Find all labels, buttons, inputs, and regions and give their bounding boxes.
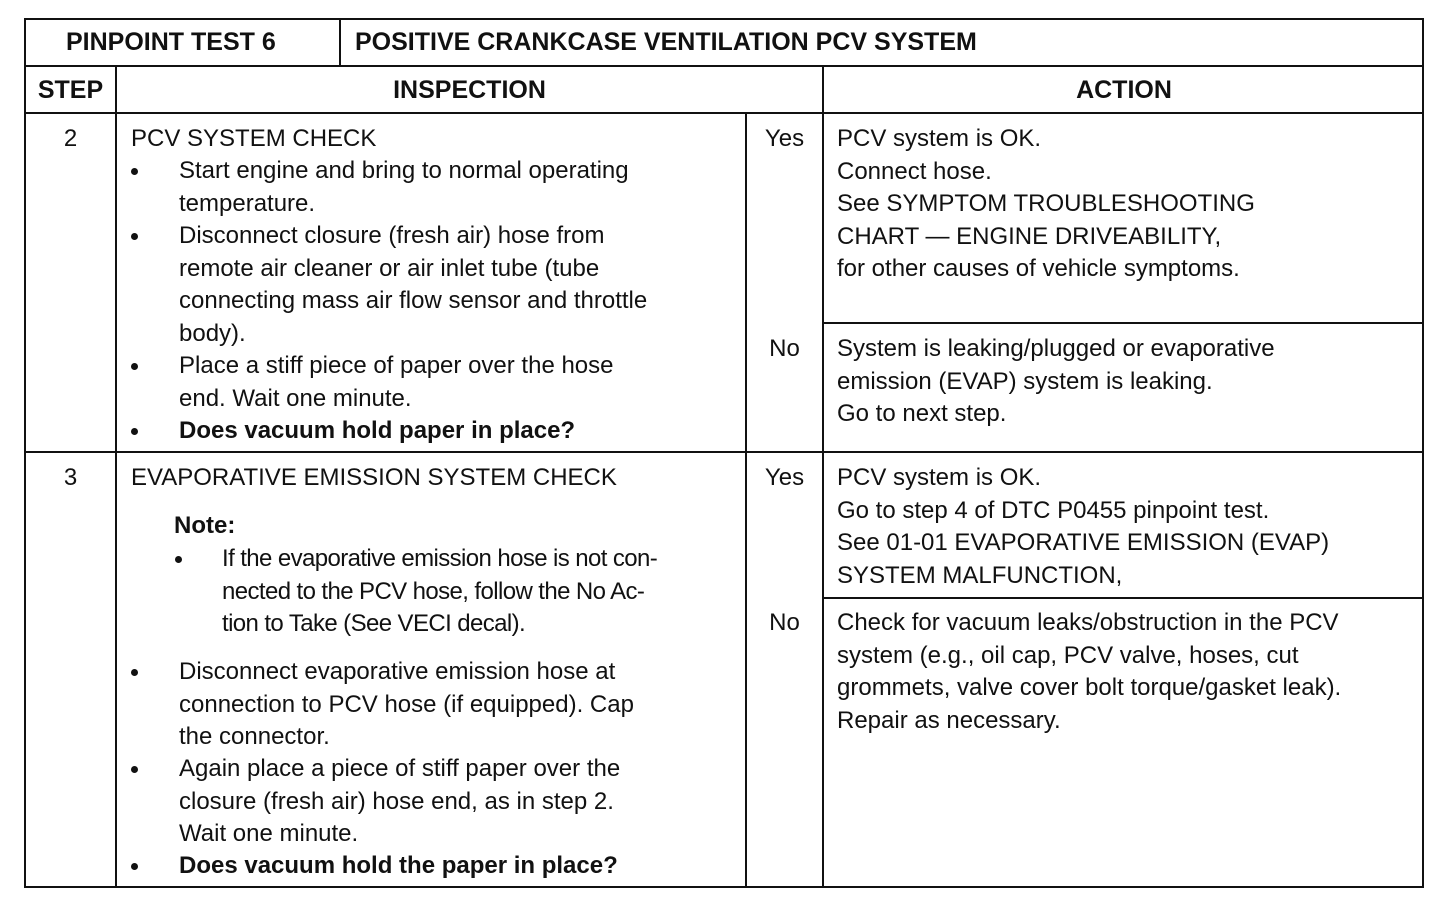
answer-no: No xyxy=(769,335,800,362)
step-heading: EVAPORATIVE EMISSION SYSTEM CHECK xyxy=(131,464,617,491)
rule-action-column xyxy=(822,65,824,888)
inspection-bullet: Disconnect evaporative emission hose at connection to PCV hose (if equipped). Cap the connector. xyxy=(179,658,634,750)
inspection-bullet: Place a stiff piece of paper over the hose end. Wait one minute. xyxy=(179,352,614,412)
answer-no: No xyxy=(769,609,800,636)
rule-step2-bottom xyxy=(24,451,1424,453)
step-heading: PCV SYSTEM CHECK xyxy=(131,125,377,152)
rule-title-divider xyxy=(339,18,341,66)
bullet-icon xyxy=(131,363,138,370)
note-label: Note: xyxy=(174,512,236,539)
bullet-icon xyxy=(131,766,138,773)
bullet-icon xyxy=(131,168,138,175)
test-name: POSITIVE CRANKCASE VENTILATION PCV SYSTEM xyxy=(355,28,977,56)
step-number: 2 xyxy=(63,125,78,152)
inspection-question: Does vacuum hold the paper in place? xyxy=(179,852,618,879)
rule-header-bottom xyxy=(24,112,1424,114)
inspection-bullet: Disconnect closure (fresh air) hose from remote air cleaner or air inlet tube (tube connecting mass air flow sensor and throttle body). xyxy=(179,222,648,347)
action-no: System is leaking/plugged or evaporative emission (EVAP) system is leaking. Go to next step. xyxy=(837,335,1275,427)
bullet-icon xyxy=(131,428,138,435)
inspection-question: Does vacuum hold paper in place? xyxy=(179,417,576,444)
action-yes: PCV system is OK. Go to step 4 of DTC P0455 pinpoint test. See 01-01 EVAPORATIVE EMISSION (EVAP) SYSTEM MALFUNCTION, xyxy=(837,464,1330,589)
test-id: PINPOINT TEST 6 xyxy=(66,28,276,56)
bullet-icon xyxy=(131,669,138,676)
step-number: 3 xyxy=(63,464,78,491)
column-header-action: ACTION xyxy=(1076,76,1172,104)
inspection-bullet: Start engine and bring to normal operating temperature. xyxy=(179,157,629,217)
rule-step-column xyxy=(115,65,117,888)
bullet-icon xyxy=(131,863,138,870)
rule-step3-yes-no xyxy=(822,597,1424,599)
answer-yes: Yes xyxy=(764,125,805,152)
rule-title-bottom xyxy=(24,65,1424,67)
bullet-icon xyxy=(131,233,138,240)
action-yes: PCV system is OK. Connect hose. See SYMPTOM TROUBLESHOOTING CHART — ENGINE DRIVEABILITY, for other causes of vehicle symptoms. xyxy=(837,125,1255,282)
note-text: If the evaporative emission hose is not con- nected to the PCV hose, follow the No Ac- tion to Take (See VECI decal). xyxy=(222,545,658,637)
column-header-step: STEP xyxy=(37,76,104,104)
action-no: Check for vacuum leaks/obstruction in the PCV system (e.g., oil cap, PCV valve, hoses, cut grommets, valve cover bolt torque/gasket leak). Repair as necessary. xyxy=(837,609,1342,734)
rule-step2-yes-no xyxy=(822,322,1424,324)
bullet-icon xyxy=(175,556,182,563)
column-header-inspection: INSPECTION xyxy=(393,76,546,104)
rule-answer-column xyxy=(745,112,747,888)
inspection-bullet: Again place a piece of stiff paper over the closure (fresh air) hose end, as in step 2. Wait one minute. xyxy=(179,755,621,847)
answer-yes: Yes xyxy=(764,464,805,491)
